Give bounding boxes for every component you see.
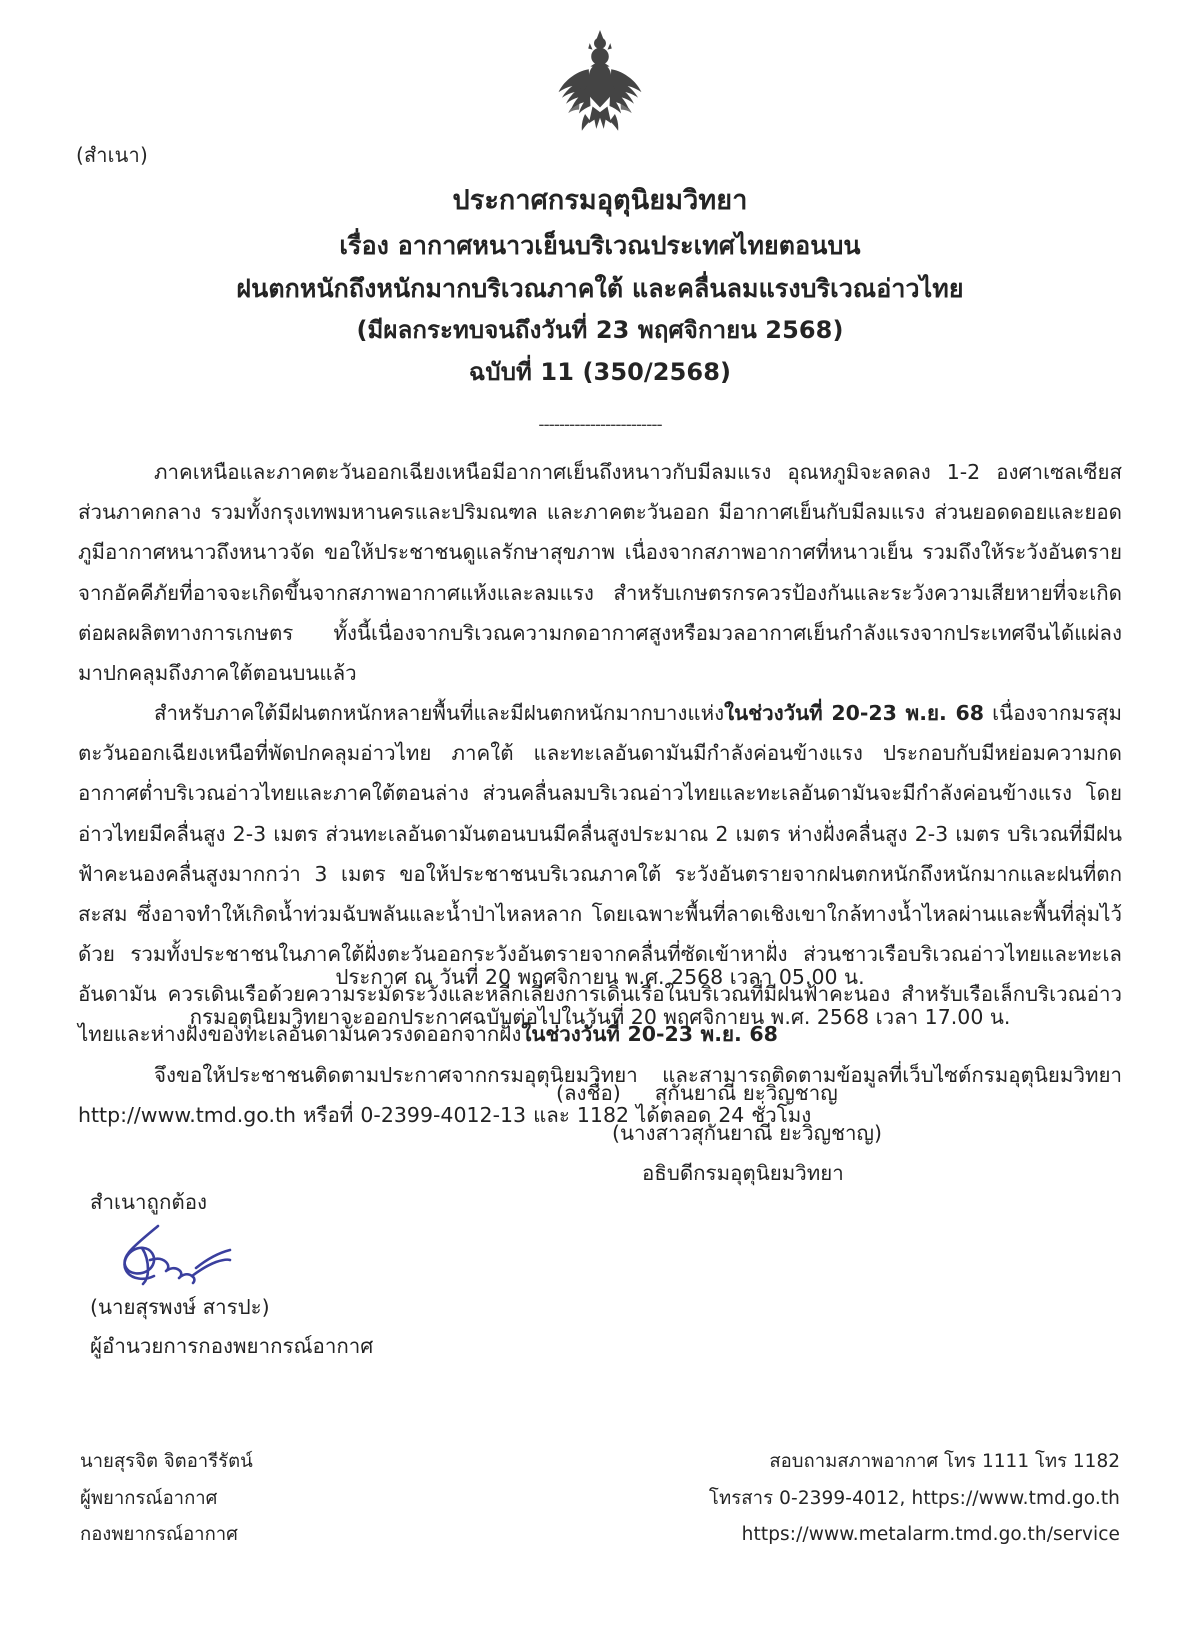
subject-line-2: ฝนตกหนักถึงหนักมากบริเวณภาคใต้ และคลื่นลมแรงบริเวณอ่าวไทย xyxy=(236,274,964,304)
page-title: ประกาศกรมอุตุนิยมวิทยา xyxy=(452,185,748,216)
footer-forecaster-name: นายสุรจิต จิตอารีรัตน์ xyxy=(80,1451,253,1473)
garuda-emblem xyxy=(544,28,656,144)
footer-phone-line: สอบถามสภาพอากาศ โทร 1111 โทร 1182 xyxy=(769,1451,1120,1473)
paragraph-weather-upper-thailand xyxy=(78,452,1122,693)
signature-name: สุกันยาณี ยะวิญชาญ xyxy=(654,1081,838,1105)
issue-number-line: ฉบับที่ 11 (350/2568) xyxy=(468,357,732,386)
signature-block xyxy=(556,1074,976,1194)
certified-copy-block xyxy=(90,1183,510,1366)
paragraph-2-text-b: เนื่องจากมรสุมตะวันออกเฉียงเหนือที่พัดปกคลุมอ่าวไทย ภาคใต้ และทะเลอันดามันมีกำลังค่อนข้างแรง ประกอบกับมีหย่อมความกดอากาศต่ำบริเวณอ่าวไทยและภาคใต้ตอนล่าง ส่วนคลื่นลมบริเวณอ่าวไทยและทะเลอันดามันจะมีกำลังค่อนข้างแรง โดยอ่าวไทยมีคลื่นสูง 2-3 เมตร ส่วนทะเลอันดามันตอนบนมีคลื่นสูงประมาณ 2 เมตร ห่างฝั่งคลื่นสูง 2-3 เมตร บริเวณที่มีฝนฟ้าคะนองคลื่นสูงมากกว่า 3 เมตร ขอให้ประชาชนบริเวณภาคใต้ ระวังอันตรายจากฝนตกหนักถึงหนักมากและฝนที่ตกสะสม ซึ่งอาจทำให้เกิดน้ำท่วมฉับพลันและน้ำป่าไหลหลาก โดยเฉพาะพื้นที่ลาดเชิงเขาใกล้ทางน้ำไหลผ่านและพื้นที่ลุ่มไว้ด้วย รวมทั้งประชาชนในภาคใต้ฝั่งตะวันออกระวังอันตรายจากคลื่นที่ซัดเข้าหาฝั่ง ส่วนชาวเรือบริเวณอ่าวไทยและทะเลอันดามัน ควรเดินเรือด้วยความระมัดระวังและหลีกเลี่ยงการเดินเรือในบริเวณที่มีฝนฟ้าคะนอง สำหรับเรือเล็กบริเวณอ่าวไทยและห่างฝั่งของทะเลอันดามันควรงดออกจากฝั่ง xyxy=(78,701,1123,1047)
document-footer xyxy=(80,1444,1120,1553)
footer-contact-info xyxy=(709,1444,1120,1553)
signature-row xyxy=(556,1074,976,1114)
signature-label: (ลงชื่อ) xyxy=(556,1081,621,1105)
paragraph-3-text: จึงขอให้ประชาชนติดตามประกาศจากกรมอุตุนิยมวิทยา และสามารถติดตามข้อมูลที่เว็บไซต์กรมอุตุนิยมวิทยา http://www.tmd.go.th หรือที่ 0-2399-4012-13 และ 1182 ได้ตลอด 24 ชั่วโมง xyxy=(78,1062,1122,1127)
paragraph-2-text-a: สำหรับภาคใต้มีฝนตกหนักหลายพื้นที่และมีฝนตกหนักมากบางแห่ง xyxy=(154,701,725,726)
emblem-container xyxy=(0,28,1200,144)
issued-datetime: ประกาศ ณ วันที่ 20 พฤศจิกายน พ.ศ. 2568 เวลา 05.00 น. xyxy=(335,965,865,989)
title-block xyxy=(0,178,1200,434)
divider: ------------------------ xyxy=(538,416,662,434)
certified-copy-position: ผู้อำนวยการกองพยากรณ์อากาศ xyxy=(90,1333,374,1358)
footer-forecaster-division: กองพยากรณ์อากาศ xyxy=(80,1523,238,1545)
paragraph-1-text: ภาคเหนือและภาคตะวันออกเฉียงเหนือมีอากาศเย็นถึงหนาวกับมีลมแรง อุณหภูมิจะลดลง 1-2 องศาเซลเซียส ส่วนภาคกลาง รวมทั้งกรุงเทพมหานครและปริมณฑล และภาคตะวันออก มีอากาศเย็นกับมีลมแรง ส่วนยอดดอยและยอดภูมีอากาศหนาวถึงหนาวจัด ขอให้ประชาชนดูแลรักษาสุขภาพ เนื่องจากสภาพอากาศที่หนาวเย็น รวมถึงให้ระวังอันตรายจากอัคคีภัยที่อาจจะเกิดขึ้นจากสภาพอากาศแห้งและลมแรง สำหรับเกษตรกรควรป้องกันและระวังความเสียหายที่จะเกิดต่อผลผลิตทางการเกษตร ทั้งนี้เนื่องจากบริเวณความกดอากาศสูงหรือมวลอากาศเย็นกำลังแรงจากประเทศจีนได้แผ่ลงมาปกคลุมถึงภาคใต้ตอนบนแล้ว xyxy=(78,460,1122,685)
footer-forecaster-position: ผู้พยากรณ์อากาศ xyxy=(80,1487,218,1509)
footer-metalarm-url[interactable]: https://www.metalarm.tmd.go.th/service xyxy=(741,1523,1120,1545)
issued-block xyxy=(0,958,1200,1038)
handwritten-signature xyxy=(96,1224,510,1286)
date-range-emphasis-2: ในช่วงวันที่ 20-23 พ.ย. 68 xyxy=(521,1022,778,1047)
certified-copy-label: สำเนาถูกต้อง xyxy=(90,1190,208,1214)
certified-copy-name: (นายสุรพงษ์ สารปะ) xyxy=(90,1294,270,1319)
date-range-emphasis-1: ในช่วงวันที่ 20-23 พ.ย. 68 xyxy=(724,701,985,726)
signature-name-parenthetical: (นางสาวสุกันยาณี ยะวิญชาญ) xyxy=(612,1120,882,1145)
footer-forecaster-info xyxy=(80,1444,253,1553)
footer-fax-website-line[interactable]: โทรสาร 0-2399-4012, https://www.tmd.go.th xyxy=(708,1487,1120,1509)
next-announcement-datetime: กรมอุตุนิยมวิทยาจะออกประกาศฉบับต่อไปในวันที่ 20 พฤศจิกายน พ.ศ. 2568 เวลา 17.00 น. xyxy=(189,1004,1011,1029)
subject-line: เรื่อง อากาศหนาวเย็นบริเวณประเทศไทยตอนบน xyxy=(339,231,861,261)
copy-mark-label: (สำเนา) xyxy=(76,143,148,167)
signature-position: อธิบดีกรมอุตุนิยมวิทยา xyxy=(642,1160,844,1185)
effective-until-line: (มีผลกระทบจนถึงวันที่ 23 พฤศจิกายน 2568) xyxy=(356,316,844,345)
